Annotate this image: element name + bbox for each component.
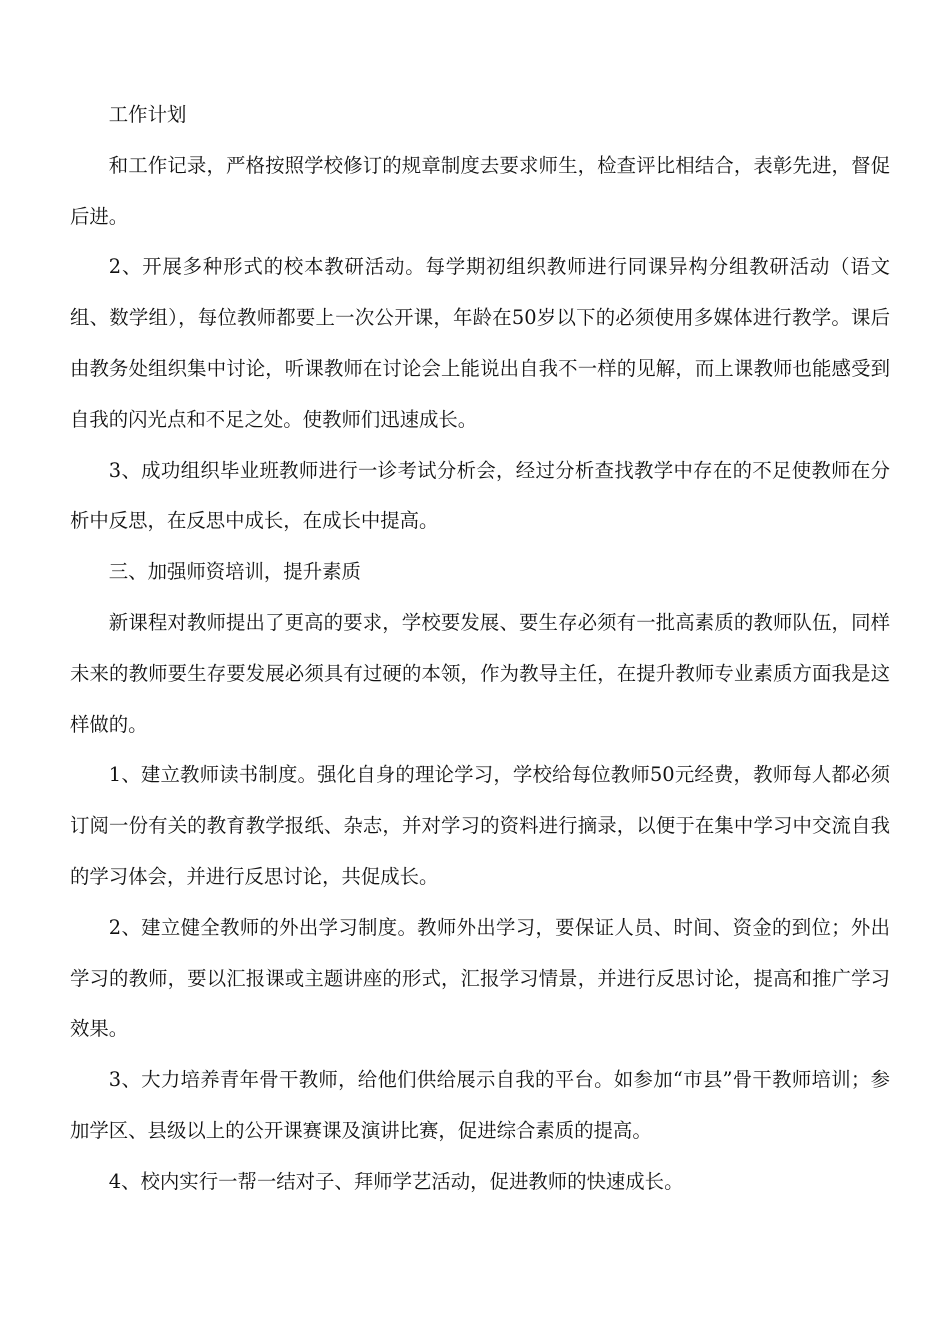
paragraph-7: 2、建立健全教师的外出学习制度。教师外出学习，要保证人员、时间、资金的到位；外出学习的教师，要以汇报课或主题讲座的形式，汇报学习情景，并进行反思讨论，提高和推广学习效果。: [70, 915, 890, 1041]
document-header: 工作计划: [108, 103, 187, 126]
paragraph-1: 和工作记录，严格按照学校修订的规章制度去要求师生，检查评比相结合，表彰先进，督促后进。: [70, 153, 890, 228]
paragraph-2: 2、开展多种形式的校本教研活动。每学期初组织教师进行同课异构分组教研活动（语文组、数学组），每位教师都要上一次公开课，年龄在50岁以下的必须使用多媒体进行教学。课后由教务处组织集中讨论，听课教师在讨论会上能说出自我不一样的见解，而上课教师也能感受到自我的闪光点和不足之处。使教师们迅速成长。: [70, 255, 890, 431]
section-heading-3: 三、加强师资培训，提升素质: [108, 560, 361, 584]
paragraph-9: 4、校内实行一帮一结对子、拜师学艺活动，促进教师的快速成长。: [108, 1169, 684, 1193]
paragraph-6: 1、建立教师读书制度。强化自身的理论学习，学校给每位教师50元经费，教师每人都必须订阅一份有关的教育教学报纸、杂志，并对学习的资料进行摘录，以便于在集中学习中交流自我的学习体会，并进行反思讨论，共促成长。: [70, 763, 890, 888]
paragraph-5: 新课程对教师提出了更高的要求，学校要发展、要生存必须有一批高素质的教师队伍，同样未来的教师要生存要发展必须具有过硬的本领，作为教导主任，在提升教师专业素质方面我是这样做的。: [70, 610, 890, 736]
paragraph-3: 3、成功组织毕业班教师进行一诊考试分析会，经过分析查找教学中存在的不足使教师在分析中反思，在反思中成长，在成长中提高。: [70, 458, 890, 533]
paragraph-8: 3、大力培养青年骨干教师，给他们供给展示自我的平台。如参加“市县”骨干教师培训；参加学区、县级以上的公开课赛课及演讲比赛，促进综合素质的提高。: [70, 1068, 890, 1142]
document-page: [70, 90, 890, 1208]
